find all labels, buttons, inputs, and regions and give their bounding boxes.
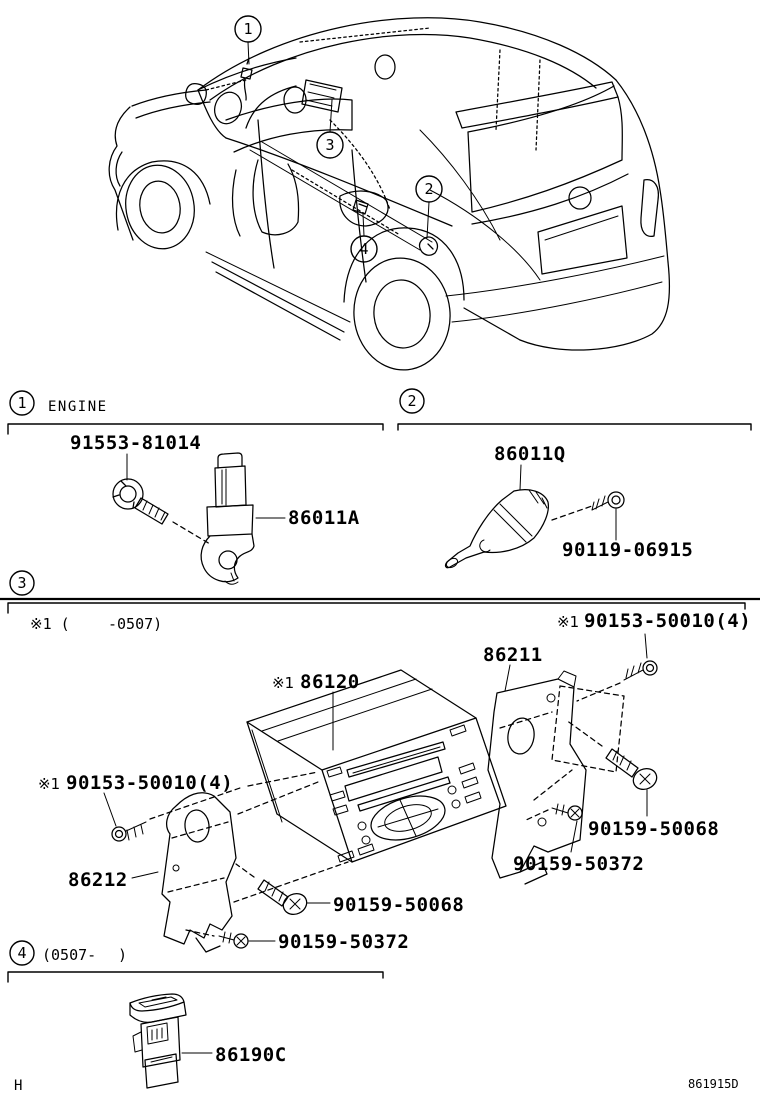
car-rear-rim [371, 277, 434, 350]
leader-86011Q [520, 465, 521, 490]
callout-1-number: 1 [243, 20, 253, 38]
label-86211: 86211 [483, 644, 543, 666]
car-license-line [545, 216, 618, 240]
label-86011Q: 86011Q [494, 443, 566, 465]
label-90153-50010-l: ※1 90153-50010(4) [38, 772, 234, 794]
car-console [340, 191, 388, 226]
bracket-l-hidden-lines [168, 822, 228, 892]
car-quarter-lines [420, 130, 540, 280]
part-bolt-90159-50068-r [606, 749, 660, 793]
label-90159-50068-r: 90159-50068 [588, 818, 720, 840]
leader-90153-50010-l [104, 793, 116, 826]
car-c-pillar [616, 80, 668, 262]
car-rocker-1 [206, 252, 350, 322]
callout-1 [235, 16, 261, 100]
part-amplifier-86011Q [445, 490, 549, 570]
car-license-recess [538, 206, 627, 274]
bracket-r-assembly-lines [500, 712, 572, 800]
part-switch-86190C [130, 994, 186, 1088]
car-rocker-2 [212, 262, 344, 332]
part-bolt-91553-81014 [113, 479, 168, 524]
section-2-bracket [398, 424, 751, 430]
part-screw-90159-50372-l [219, 932, 248, 948]
part-radio-86120 [247, 670, 506, 862]
car-mirror [186, 84, 207, 105]
car-rear-bumper [520, 262, 669, 350]
section-4 [8, 941, 383, 1088]
car-front-bumper-inner [116, 152, 122, 186]
callout-3-number: 3 [325, 136, 335, 154]
leader-86211 [505, 665, 510, 691]
section-1 [8, 391, 383, 584]
assembly-line-sec1 [173, 522, 210, 544]
part-screw-90119-06915 [592, 492, 624, 510]
section-3-number: 3 [17, 574, 27, 592]
section-4-number: 4 [17, 944, 27, 962]
section-4-bracket [8, 972, 383, 982]
car-cowl-line [206, 80, 246, 90]
label-90153-50010-tr: ※1 90153-50010(4) [557, 610, 752, 632]
part-bolt-90159-50068-l [258, 880, 310, 918]
label-86011A: 86011A [288, 507, 360, 529]
car-steering-wheel [210, 89, 245, 128]
label-90159-50372-r: 90159-50372 [513, 853, 645, 875]
section-3-note: ※1 ( -0507) [30, 615, 163, 633]
label-86120: ※1 86120 [272, 671, 360, 693]
leader-90159-50372-r [571, 821, 577, 852]
section-3 [0, 571, 760, 953]
section-2-number: 2 [407, 392, 417, 410]
axis-bolt-l [236, 864, 254, 877]
car-front-rim [136, 178, 184, 236]
assembly-line-sec2 [552, 506, 592, 520]
car-headrest-2 [375, 55, 395, 79]
part-screw-90159-50372-r [552, 804, 582, 820]
callout-4 [351, 200, 377, 262]
part-screw-90153-50010-l [112, 822, 146, 841]
car-taillight [641, 180, 658, 237]
car-center-stack [302, 80, 342, 112]
car-front-arch [116, 161, 210, 230]
car-front-bumper [109, 107, 133, 240]
label-90119-06915: 90119-06915 [562, 539, 694, 561]
car-a-pillar [198, 90, 226, 138]
car-hatch-edge [472, 174, 628, 224]
car-seat-2 [233, 170, 240, 236]
label-86212: 86212 [68, 869, 128, 891]
footer-figure-code: 861915D [688, 1077, 739, 1091]
footer-sheet-mark: H [14, 1078, 23, 1094]
section-1-title: ENGINE [48, 399, 108, 415]
section-4-note: (0507- ) [42, 946, 128, 964]
car-rear-arch [344, 228, 464, 302]
part-bracket-86212 [162, 793, 236, 952]
label-91553-81014: 91553-81014 [70, 432, 202, 454]
callout-2 [416, 176, 442, 255]
section-2 [398, 389, 751, 569]
car-rocker-3 [216, 272, 340, 340]
car-figure [109, 18, 669, 375]
car-seat-1 [253, 160, 298, 235]
leader-90153-50010-tr [645, 634, 647, 658]
callout-2-number: 2 [424, 180, 434, 198]
label-90159-50068-l: 90159-50068 [333, 894, 465, 916]
part-condenser-86011A [201, 453, 254, 584]
callout-3-leader [330, 100, 332, 132]
car-bumper-creases [446, 256, 664, 322]
bracket-l-assembly-lines [234, 782, 348, 902]
axis-bolt-r [566, 720, 602, 746]
leader-86212 [132, 872, 158, 878]
part-screw-90153-50010-tr [624, 661, 657, 680]
section-1-number: 1 [17, 394, 27, 412]
callout-4-number: 4 [359, 240, 369, 258]
label-86190C: 86190C [215, 1044, 287, 1066]
car-rear-sill [464, 308, 520, 340]
label-90159-50372-l: 90159-50372 [278, 931, 410, 953]
